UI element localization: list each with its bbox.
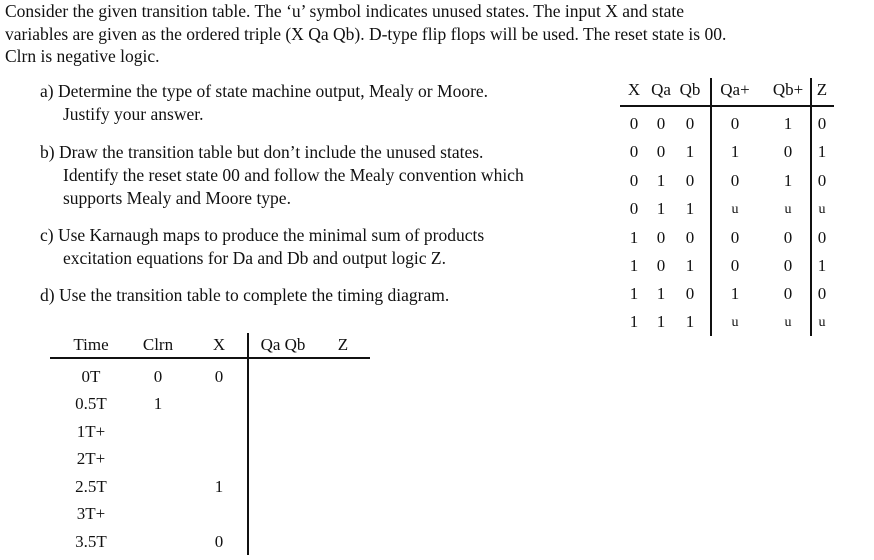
question-line: b) Draw the transition table but don’t include the unused states.: [40, 142, 484, 162]
transition-cell: 1: [730, 142, 740, 161]
problem-line: Clrn is negative logic.: [5, 46, 160, 66]
transition-cell: 1: [656, 171, 666, 190]
timing-cell: 3.5T: [75, 532, 107, 551]
transition-cell: 0: [656, 114, 666, 133]
transition-cell: 1: [817, 256, 827, 275]
timing-cell: 3T+: [76, 504, 106, 523]
transition-cell: 0: [629, 171, 639, 190]
transition-cell: 0: [629, 114, 639, 133]
timing-cell: 1: [153, 394, 163, 413]
transition-cell: 1: [730, 284, 740, 303]
timing-table: [50, 333, 380, 558]
table-divider: [710, 78, 712, 336]
transition-cell: 0: [656, 256, 666, 275]
transition-cell: 0: [730, 171, 740, 190]
transition-cell: 1: [817, 142, 827, 161]
timing-cell: 0: [214, 367, 224, 386]
question-line: supports Mealy and Moore type.: [63, 188, 291, 208]
transition-cell: 0: [817, 171, 827, 190]
question-d: [40, 284, 449, 307]
transition-cell: 0: [656, 142, 666, 161]
table-divider: [247, 333, 249, 555]
transition-cell: 0: [629, 199, 639, 218]
timing-header-cell: Z: [337, 335, 349, 354]
question-line: c) Use Karnaugh maps to produce the minimal sum of products: [40, 225, 485, 245]
transition-cell: u: [731, 202, 739, 217]
question-a: [40, 80, 488, 126]
problem-statement: [5, 0, 865, 68]
transition-header-cell: Qa: [651, 80, 671, 99]
timing-header-cell: Qa Qb: [260, 335, 306, 354]
problem-line: variables are given as the ordered triple (X Qa Qb). D-type flip flops will be used. The reset state is 00.: [5, 23, 727, 44]
transition-cell: 1: [629, 312, 639, 331]
transition-cell: 1: [685, 312, 695, 331]
transition-cell: 0: [817, 114, 827, 133]
transition-cell: 0: [783, 284, 793, 303]
question-line: Justify your answer.: [63, 104, 204, 124]
transition-cell: u: [784, 315, 792, 330]
question-b: [40, 141, 524, 210]
timing-cell: 0T: [81, 367, 101, 386]
question-line: a) Determine the type of state machine output, Mealy or Moore.: [40, 81, 489, 101]
transition-cell: 1: [656, 199, 666, 218]
transition-cell: 0: [817, 284, 827, 303]
transition-cell: 1: [656, 312, 666, 331]
question-line: d) Use the transition table to complete the timing diagram.: [40, 285, 450, 305]
transition-cell: 0: [783, 142, 793, 161]
table-header-rule: [620, 105, 834, 107]
transition-cell: 1: [656, 284, 666, 303]
transition-cell: 0: [685, 228, 695, 247]
question-line: excitation equations for Da and Db and output logic Z.: [63, 248, 446, 268]
transition-cell: 1: [629, 256, 639, 275]
transition-cell: 0: [817, 228, 827, 247]
question-c: [40, 224, 484, 270]
transition-cell: 1: [783, 114, 793, 133]
transition-cell: 1: [629, 284, 639, 303]
timing-cell: 2.5T: [75, 477, 107, 496]
transition-header-cell: Qb+: [772, 80, 804, 99]
timing-header-cell: Time: [73, 335, 109, 354]
timing-cell: 1: [214, 477, 224, 496]
transition-cell: 0: [685, 171, 695, 190]
transition-cell: u: [818, 315, 826, 330]
transition-header-cell: Z: [816, 80, 828, 99]
transition-cell: 0: [730, 114, 740, 133]
transition-cell: 0: [783, 256, 793, 275]
transition-cell: 0: [730, 256, 740, 275]
transition-cell: 0: [730, 228, 740, 247]
transition-cell: 0: [656, 228, 666, 247]
timing-cell: 2T+: [76, 449, 106, 468]
problem-line: Consider the given transition table. The ‘u’ symbol indicates unused states. The input X and state: [5, 1, 684, 21]
transition-header-cell: Qa+: [720, 80, 750, 99]
transition-cell: u: [818, 202, 826, 217]
timing-header-cell: Clrn: [142, 335, 174, 354]
timing-cell: 0: [214, 532, 224, 551]
transition-cell: 1: [783, 171, 793, 190]
transition-header-cell: Qb: [679, 80, 701, 99]
transition-cell: 1: [685, 142, 695, 161]
transition-cell: 1: [685, 199, 695, 218]
transition-cell: u: [784, 202, 792, 217]
transition-cell: 1: [685, 256, 695, 275]
table-header-rule: [50, 357, 370, 359]
timing-header-cell: X: [212, 335, 226, 354]
timing-cell: 0.5T: [75, 394, 107, 413]
transition-header-cell: X: [627, 80, 641, 99]
transition-cell: 1: [629, 228, 639, 247]
timing-cell: 1T+: [76, 422, 106, 441]
transition-cell: 0: [685, 284, 695, 303]
timing-cell: 0: [153, 367, 163, 386]
transition-cell: 0: [783, 228, 793, 247]
question-line: Identify the reset state 00 and follow the Mealy convention which: [63, 165, 524, 185]
transition-cell: 0: [629, 142, 639, 161]
transition-table: [620, 78, 834, 336]
transition-cell: u: [731, 315, 739, 330]
transition-cell: 0: [685, 114, 695, 133]
